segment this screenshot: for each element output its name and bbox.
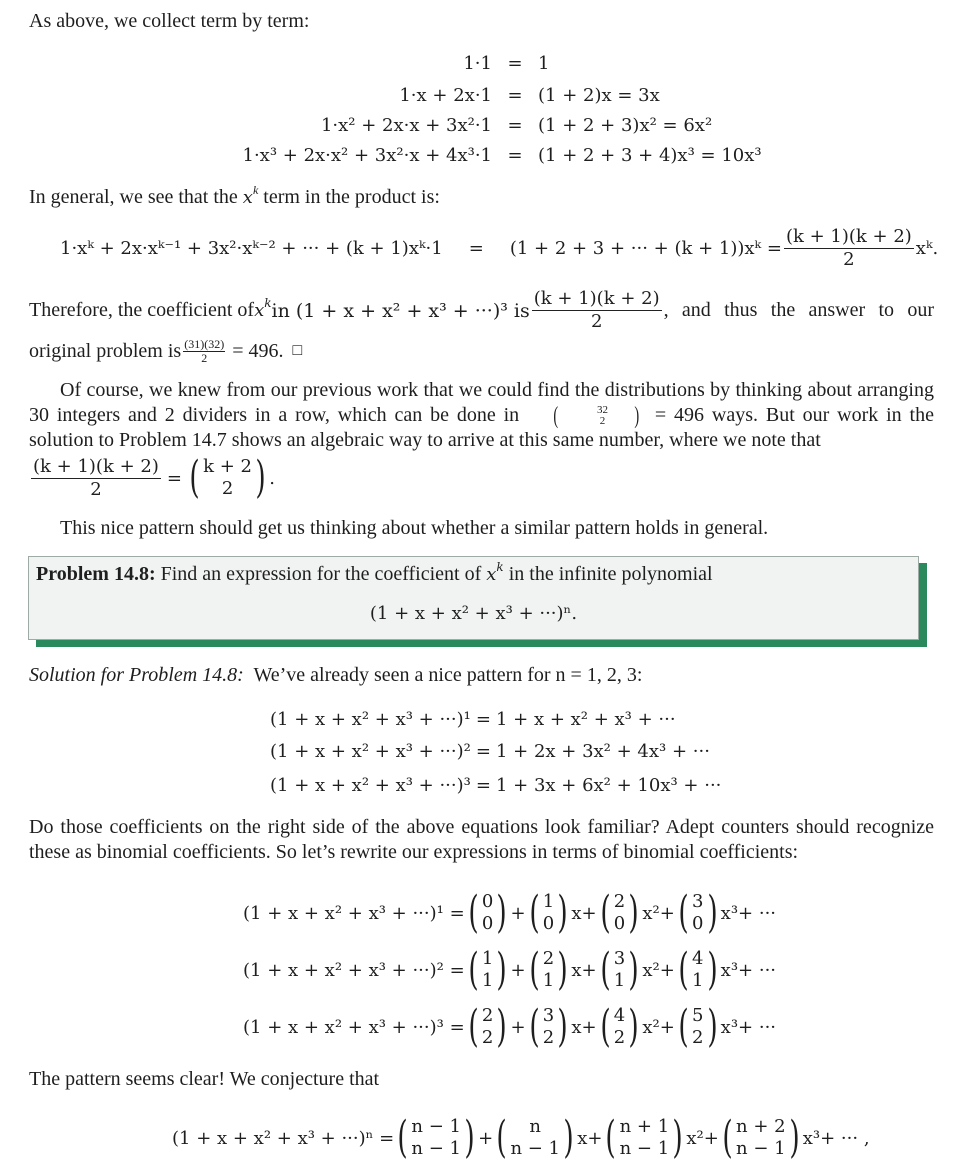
plus-sign: +	[659, 1016, 675, 1038]
binom-top: n	[529, 1116, 542, 1137]
right-paren: )	[628, 944, 639, 995]
general-tail: xᵏ.	[915, 238, 939, 259]
plus-sign: +	[659, 902, 675, 924]
solution-intro	[29, 664, 642, 687]
right-paren: )	[672, 1112, 683, 1163]
therefore-expr: in (1 + x + x² + x³ + ···)³ is	[271, 299, 530, 322]
binom-stack	[543, 891, 554, 935]
row-tail: + ···	[738, 902, 777, 924]
binomial-row	[172, 1110, 870, 1166]
row-tail: + ···	[738, 959, 777, 981]
right-paren: )	[557, 944, 568, 995]
identity-equation: $\frac{(k + 1)(k + 2)}{2}$ = ( k + 2 2 ) .	[33, 452, 275, 503]
binomial-coefficient	[526, 887, 572, 938]
answer-fraction	[183, 338, 225, 364]
binom-stack	[736, 1116, 786, 1160]
right-paren: )	[496, 1001, 508, 1052]
binom-top: 2	[613, 891, 626, 912]
power-term: x	[577, 1127, 588, 1149]
nice-pattern-text: This nice pattern should get us thinking about whether a similar pattern holds in general.	[60, 517, 769, 539]
binomial-coefficient	[493, 1112, 577, 1163]
binom-stack	[510, 1116, 560, 1160]
binom-top: 3	[692, 891, 704, 912]
row-tail: + ···	[738, 1016, 777, 1038]
binom-bottom: 2	[221, 478, 234, 499]
fraction-numerator: (k + 1)(k + 2)	[785, 226, 912, 247]
solution-text: We’ve already seen a nice pattern for n = 1, 2, 3:	[243, 664, 643, 686]
binom-top: 3	[542, 1005, 555, 1026]
solution-row: (1 + x + x² + x³ + ···)² = 1 + 2x + 3x² + 4x³ + ···	[270, 740, 710, 762]
binom-bottom: 1	[613, 970, 626, 991]
fraction-denominator: 2	[590, 311, 603, 332]
left-paren: (	[605, 1112, 617, 1163]
left-paren: (	[468, 944, 479, 995]
binomial-row	[243, 942, 776, 998]
binom-top: 4	[613, 1005, 626, 1026]
binom-top: 1	[542, 891, 555, 912]
binom-bottom: 1	[692, 970, 704, 991]
power-term: x³	[802, 1127, 821, 1149]
right-paren: )	[706, 887, 718, 938]
binom-top: k + 2	[203, 456, 253, 477]
fraction-denominator: 2	[843, 249, 855, 270]
therefore-text: Therefore, the coefficient of	[29, 299, 255, 321]
right-paren: )	[789, 1112, 800, 1163]
binom-stack	[692, 1005, 703, 1049]
general-fraction	[784, 228, 914, 269]
left-paren: (	[468, 887, 479, 938]
solution-rhs: 1 + x + x² + x³ + ···	[495, 708, 676, 730]
binom-stack	[614, 948, 625, 992]
left-paren: (	[528, 1001, 540, 1052]
left-paren: (	[468, 1001, 479, 1052]
answer-text: original problem is	[29, 339, 182, 362]
row-lhs: (1 + x + x² + x³ + ···)² =	[243, 959, 465, 981]
collect-rhs: (1 + 2 + 3)x² = 6x²	[538, 114, 713, 136]
collect-lhs: 1·x³ + 2x·x² + 3x²·x + 4x³·1	[242, 144, 492, 166]
binom-top: 3	[613, 948, 626, 969]
binom-top: 5	[692, 1005, 704, 1026]
therefore-fraction	[532, 290, 662, 331]
right-paren: )	[706, 1001, 718, 1052]
left-paren: (	[397, 1112, 408, 1163]
left-paren: (	[600, 887, 611, 938]
binom-bottom: n − 1	[411, 1138, 461, 1159]
therefore-line1	[29, 290, 934, 331]
binom-stack	[620, 1116, 670, 1160]
binom-bottom: 2	[613, 1027, 626, 1048]
familiar-paragraph: Do those coefficients on the right side of the above equations look familiar? Adept counters should recognize these as binomial coefficients. So let’s rewrite our expressions in terms of binomial coefficients:	[29, 816, 934, 863]
power-term: x²	[642, 902, 660, 924]
general-intro	[29, 183, 440, 209]
binom-top: 2	[481, 1005, 494, 1026]
fraction-denominator: 2	[201, 351, 208, 365]
general-equation	[60, 228, 938, 269]
solution-label: Solution for Problem 14.8:	[29, 664, 244, 686]
equals-sign: =	[468, 238, 484, 259]
binom-bottom: n − 1	[510, 1138, 561, 1159]
row-tail: + ··· ,	[820, 1127, 870, 1149]
binomial-coefficient	[719, 1112, 803, 1163]
binom-bottom: 2	[542, 1027, 555, 1048]
binomial-coefficient	[675, 1001, 721, 1052]
of-course-text1: Of course, we knew from our previous work that we could find the distributions by thinking about arranging 30 integers and 2 dividers in a row, which can be done in	[29, 379, 934, 426]
binom-k2-2: ( k + 2 2 )	[189, 452, 266, 503]
collect-lhs: 1·x + 2x·1	[399, 84, 492, 106]
left-paren: (	[678, 1001, 689, 1052]
binom-stack	[692, 948, 703, 992]
right-paren: )	[557, 887, 568, 938]
right-paren: )	[706, 944, 718, 995]
binom-stack	[543, 948, 554, 992]
problem-text: Find an expression for the coefficient of	[155, 563, 487, 585]
binomial-coefficient	[597, 887, 643, 938]
answer-value: = 496.	[227, 339, 289, 362]
binom-bottom: n − 1	[619, 1138, 670, 1159]
collect-row	[0, 140, 960, 170]
power-term: x³	[720, 902, 739, 924]
fraction-numerator: (k + 1)(k + 2)	[33, 455, 159, 477]
row-lhs: (1 + x + x² + x³ + ···)ⁿ =	[172, 1127, 395, 1149]
binomial-coefficient	[465, 887, 511, 938]
binom-top: 0	[481, 891, 494, 912]
qed-icon: □	[292, 342, 303, 359]
var-x: x	[242, 187, 253, 208]
left-paren: (	[528, 887, 540, 938]
plus-sign: +	[581, 902, 597, 924]
equals-sign: =	[507, 84, 523, 106]
binom-bottom: 0	[481, 913, 494, 934]
collect-lhs: 1·1	[463, 52, 492, 74]
power-term: x²	[686, 1127, 704, 1149]
var-xk: $x^k$	[254, 296, 272, 321]
binom-bottom: 2	[692, 1027, 704, 1048]
binom-stack	[614, 1005, 625, 1049]
collect-rhs: (1 + 2 + 3 + 4)x³ = 10x³	[538, 144, 762, 166]
binomial-row	[243, 885, 776, 941]
solution-rhs: 1 + 3x + 6x² + 10x³ + ···	[495, 774, 722, 796]
binom-bottom: 2	[599, 415, 606, 428]
left-paren: (	[678, 944, 689, 995]
binom-bottom: 0	[692, 913, 704, 934]
power-term: x²	[642, 1016, 660, 1038]
plus-sign: +	[581, 1016, 597, 1038]
binomial-coefficient	[597, 944, 643, 995]
collect-row	[0, 80, 960, 110]
equals-sign: =	[507, 144, 523, 166]
binom-top: 2	[542, 948, 555, 969]
identity-fraction	[31, 455, 161, 500]
binomial-coefficient	[526, 1001, 572, 1052]
collect-rhs: (1 + 2)x = 3x	[538, 84, 660, 106]
right-paren: )	[464, 1112, 475, 1163]
power-term: x²	[642, 959, 660, 981]
problem-text-end: in the infinite polynomial	[503, 563, 713, 585]
collect-lhs: 1·x² + 2x·x + 3x²·1	[320, 114, 492, 136]
problem-expression: (1 + x + x² + x³ + ···)ⁿ.	[369, 603, 578, 624]
binom-top: 1	[481, 948, 494, 969]
right-paren: )	[563, 1112, 574, 1163]
fraction-numerator: (k + 1)(k + 2)	[533, 288, 660, 309]
binom-top: 4	[692, 948, 704, 969]
right-paren: )	[557, 1001, 568, 1052]
binom-bottom: 0	[542, 913, 555, 934]
binom-top: n + 2	[736, 1116, 786, 1137]
power-term: x³	[720, 1016, 739, 1038]
right-paren: )	[628, 887, 639, 938]
left-paren: (	[722, 1112, 733, 1163]
binomial-coefficient	[602, 1112, 686, 1163]
binom-stack	[543, 1005, 554, 1049]
therefore-line2	[29, 338, 302, 364]
left-paren: (	[600, 944, 611, 995]
right-paren: )	[496, 887, 508, 938]
solution-row: (1 + x + x² + x³ + ···)¹ = 1 + x + x² + x³ + ···	[270, 708, 676, 730]
binom-stack	[482, 891, 493, 935]
left-paren: (	[528, 944, 540, 995]
binom-top: 32	[597, 404, 609, 417]
plus-sign: +	[510, 959, 526, 981]
equals-sign: =	[166, 467, 182, 489]
right-paren: )	[496, 944, 508, 995]
conjecture-intro: The pattern seems clear! We conjecture that	[29, 1068, 380, 1090]
binomial-coefficient	[465, 944, 511, 995]
power-term: x	[571, 959, 582, 981]
equals-sign: =	[507, 52, 523, 74]
binomial-coefficient	[675, 944, 721, 995]
intro-text: As above, we collect term by term:	[29, 10, 310, 32]
general-intro-after: term in the product is:	[258, 186, 440, 208]
plus-sign: +	[659, 959, 675, 981]
exp-k: k	[252, 183, 259, 197]
of-course-paragraph	[29, 378, 934, 453]
left-paren: (	[600, 1001, 611, 1052]
binom-bottom: 2	[481, 1027, 494, 1048]
right-paren: )	[628, 1001, 639, 1052]
general-intro-before: In general, we see that the	[29, 186, 243, 208]
row-lhs: (1 + x + x² + x³ + ···)³ =	[243, 1016, 465, 1038]
power-term: x³	[720, 959, 739, 981]
binomial-coefficient	[394, 1112, 478, 1163]
binom-bottom: 0	[613, 913, 626, 934]
solution-lhs: (1 + x + x² + x³ + ···)¹	[270, 708, 471, 730]
row-lhs: (1 + x + x² + x³ + ···)¹ =	[243, 902, 465, 924]
solution-lhs: (1 + x + x² + x³ + ···)²	[270, 740, 471, 762]
power-term: x	[571, 1016, 582, 1038]
problem-box	[28, 556, 919, 640]
therefore-text-end: , and thus the answer to our	[663, 299, 934, 321]
problem-statement: Problem 14.8: Find an expression for the coefficient of $x^k$ in the infinite polynomial	[36, 560, 713, 585]
left-paren: (	[496, 1112, 508, 1163]
equals-sign: =	[507, 114, 523, 136]
general-lhs: 1·xᵏ + 2x·xᵏ⁻¹ + 3x²·xᵏ⁻² + ··· + (k + 1)xᵏ·1	[60, 238, 443, 259]
collect-row	[0, 48, 960, 78]
binom-top: n + 1	[619, 1116, 670, 1137]
binom-stack	[614, 891, 625, 935]
plus-sign: +	[478, 1127, 494, 1149]
plus-sign: +	[510, 1016, 526, 1038]
binom-32-2: ( 32 2 )	[553, 403, 640, 430]
collect-row	[0, 110, 960, 140]
binomial-coefficient	[465, 1001, 511, 1052]
fraction-denominator: 2	[90, 478, 102, 500]
collect-rhs: 1	[538, 52, 550, 74]
solution-row: (1 + x + x² + x³ + ···)³ = 1 + 3x + 6x² + 10x³ + ···	[270, 774, 722, 796]
binom-stack	[482, 948, 493, 992]
problem-label: Problem 14.8:	[36, 563, 156, 585]
binom-bottom: n − 1	[736, 1138, 786, 1159]
binom-bottom: 1	[481, 970, 494, 991]
of-course-text2: = 496 ways. But our work in the solution to Problem 14.7 shows an algebraic way to arrive at this same number, where we note that	[29, 404, 934, 452]
plus-sign: +	[510, 902, 526, 924]
power-term: x	[571, 902, 582, 924]
binomial-coefficient	[597, 1001, 643, 1052]
binom-stack	[482, 1005, 493, 1049]
binom-stack	[692, 891, 703, 935]
plus-sign: +	[587, 1127, 603, 1149]
solution-rhs: 1 + 2x + 3x² + 4x³ + ···	[495, 740, 710, 762]
fraction-numerator: (31)(32)	[184, 337, 225, 351]
binom-top: n − 1	[411, 1116, 461, 1137]
binom-bottom: 1	[542, 970, 555, 991]
binom-stack	[411, 1116, 461, 1160]
solution-lhs: (1 + x + x² + x³ + ···)³	[270, 774, 471, 796]
binomial-row	[243, 999, 776, 1055]
general-rhs: (1 + 2 + 3 + ··· + (k + 1))xᵏ =	[509, 238, 782, 259]
plus-sign: +	[581, 959, 597, 981]
binomial-coefficient	[675, 887, 721, 938]
binomial-coefficient	[526, 944, 572, 995]
left-paren: (	[678, 887, 689, 938]
plus-sign: +	[703, 1127, 719, 1149]
